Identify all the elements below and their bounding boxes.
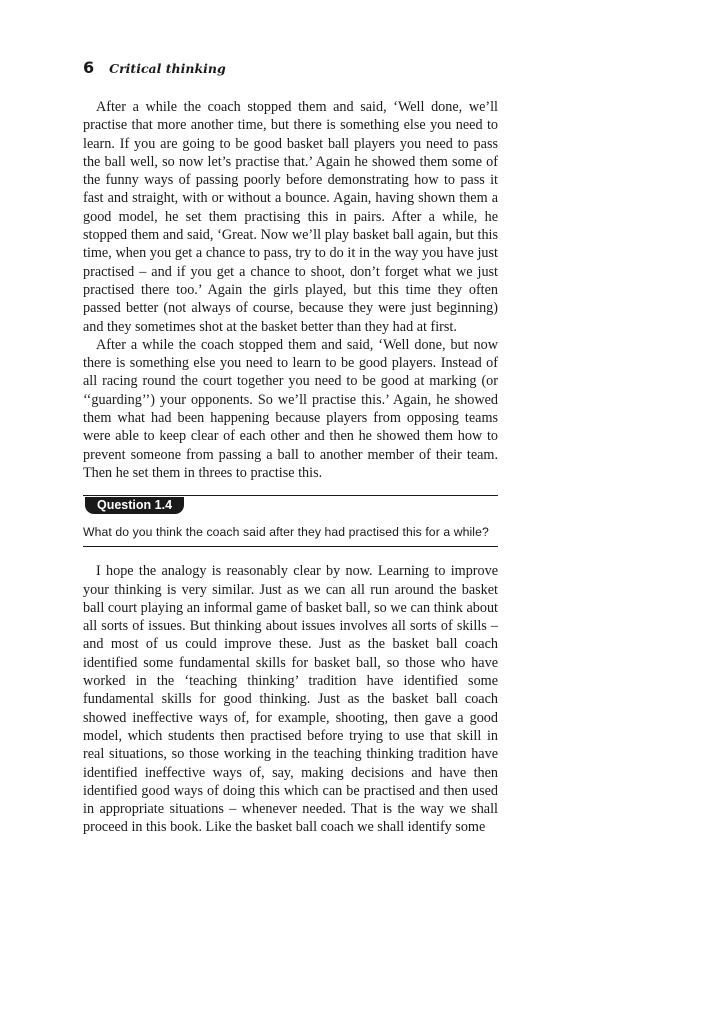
body-paragraph: I hope the analogy is reasonably clear by now. Learning to improve your thinking is very similar. Just as we can all run around the basket ball court playing an informal game of basket ball, so we can think about all sorts of issues. But thinking about issues involves all sorts of skills – and most of us could improve these. Just as the basket ball coach identified some fundamental skills for basket ball, so those who have worked in the ‘teaching thinking’ tradition have identified some fundamental skills for good thinking. Just as the basket ball coach showed ineffective ways of, for example, shooting, then gave a good model, which students then practised before trying to use that skill in real situations, so those working in the teaching thinking tradition have identified ineffective ways of, say, making decisions and have then identified good ways of doing this which can be practised and then used in appropriate situations – whenever needed. That is the way we shall proceed in this book. Like the basket ball coach we shall identify some	[83, 563, 498, 836]
question-box	[83, 495, 498, 547]
question-label: Question 1.4	[85, 497, 184, 514]
body-paragraph: After a while the coach stopped them and said, ‘Well done, but now there is something else you need to learn to be good players. Instead of all racing round the court together you need to be good at marking (or ‘‘guarding’’) your opponents. So we’ll practise this.’ Again, he showed them what had been happening because players from opposing teams were able to keep clear of each other and then he showed them how to prevent someone from passing a ball to another member of their team. Then he set them in threes to practise this.	[83, 336, 498, 481]
running-head	[83, 58, 498, 84]
running-title: Critical thinking	[109, 61, 226, 76]
book-page	[83, 58, 498, 837]
page-number: 6	[83, 58, 95, 77]
body-paragraph: After a while the coach stopped them and said, ‘Well done, we’ll practise that more another time, but there is something else you need to learn. If you are going to be good basket ball players you need to pass the ball well, so now let’s practise that.’ Again he showed them some of the funny ways of passing poorly before demonstrating how to pass it fast and straight, with or without a bounce. Again, having shown them a good model, he set them practising this in pairs. After a while, he stopped them and said, ‘Great. Now we’ll play basket ball again, but this time, when you get a chance to pass, try to do it in the way you have just practised – and if you get a chance to shoot, don’t forget what we just practised there too.’ Again the girls played, but this time they often passed better (not always of course, because they were just beginning) and they sometimes shot at the basket better than they had at first.	[83, 99, 498, 335]
question-text: What do you think the coach said after they had practised this for a while?	[83, 525, 489, 540]
